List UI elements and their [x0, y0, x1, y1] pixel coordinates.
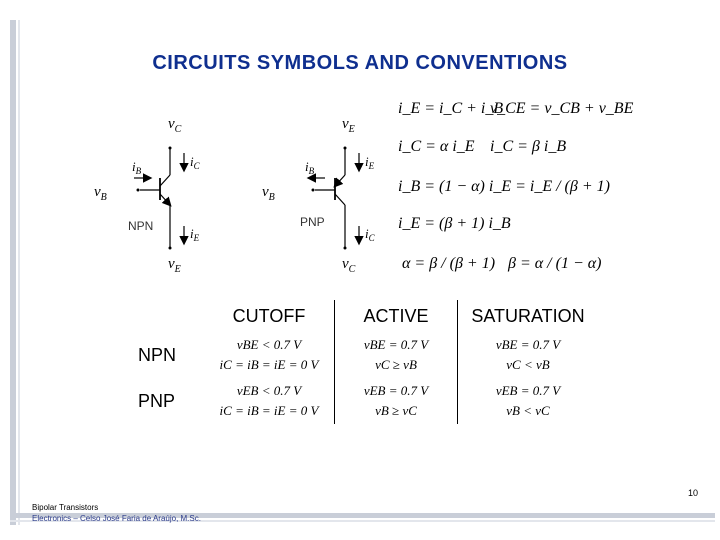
- equation-ie-beta: i_E = (β + 1) i_B: [398, 215, 511, 232]
- svg-text:iB: $i_B$: [305, 159, 315, 176]
- footer-line-2: Electronics – Celso José Faria de Araújo, M.Sc.: [32, 514, 201, 523]
- equation-vce: v_CE = v_CB + v_BE: [490, 100, 634, 117]
- svg-text:iE: $i_E$: [365, 154, 375, 171]
- svg-text:iC: $i_C$: [190, 154, 200, 171]
- footer-line-1: Bipolar Transistors: [32, 503, 99, 512]
- equation-alpha: α = β / (β + 1): [402, 255, 496, 272]
- equation-emitter-current: i_E = i_C + i_B: [398, 100, 504, 117]
- table-row: [138, 332, 598, 378]
- svg-text:vB: $v_B$: [94, 184, 107, 203]
- svg-text:vC: $v_C$: [168, 116, 182, 135]
- page-number: 10: [688, 488, 699, 498]
- header-cutoff: CUTOFF: [232, 305, 306, 326]
- npn-cutoff-cell: vBE < 0.7 V iC = iB = iE = 0 V: [219, 337, 319, 372]
- svg-text:NPN: NPN: [128, 219, 154, 233]
- transistor-symbols-diagram: [80, 108, 400, 278]
- svg-text:vE: $v_E$: [168, 256, 181, 275]
- npn-transistor-symbol: [94, 116, 201, 275]
- pnp-saturation-cell: vEB = 0.7 V vB < vC: [458, 378, 599, 424]
- pnp-active-cell: vEB = 0.7 V vB ≥ vC: [335, 378, 458, 424]
- equation-beta: β = α / (1 − α): [508, 255, 602, 272]
- svg-text:PNP: PNP: [300, 215, 325, 229]
- svg-text:iB: $i_B$: [132, 159, 142, 176]
- pnp-transistor-symbol: [262, 116, 376, 275]
- equation-ic-beta: i_C = β i_B: [490, 138, 567, 155]
- pnp-cutoff-cell: vEB < 0.7 V iC = iB = iE = 0 V: [219, 383, 319, 418]
- header-saturation: SATURATION: [458, 300, 599, 332]
- equation-ib: i_B = (1 − α) i_E = i_E / (β + 1): [398, 178, 610, 195]
- row-label-pnp: PNP: [138, 390, 176, 411]
- npn-saturation-cell: vBE = 0.7 V vC < vB: [458, 332, 599, 378]
- svg-text:vE: $v_E$: [342, 116, 355, 135]
- svg-text:vB: $v_B$: [262, 184, 275, 203]
- row-label-npn: NPN: [138, 344, 177, 365]
- decorative-left-bar: [10, 20, 16, 525]
- slide-title: CIRCUITS SYMBOLS AND CONVENTIONS: [152, 52, 568, 74]
- decorative-left-bar-thin: [18, 20, 20, 525]
- table-header-row: [138, 300, 598, 332]
- svg-text:iE: $i_E$: [190, 226, 200, 243]
- npn-active-cell: vBE = 0.7 V vC ≥ vB: [335, 332, 458, 378]
- equation-ic-alpha: i_C = α i_E: [398, 138, 475, 155]
- table-row: [138, 378, 598, 424]
- svg-text:vC: $v_C$: [342, 256, 356, 275]
- svg-text:iC: $i_C$: [365, 226, 375, 243]
- footer: [32, 502, 201, 524]
- header-active: ACTIVE: [335, 300, 458, 332]
- operating-regions-table: [138, 300, 598, 424]
